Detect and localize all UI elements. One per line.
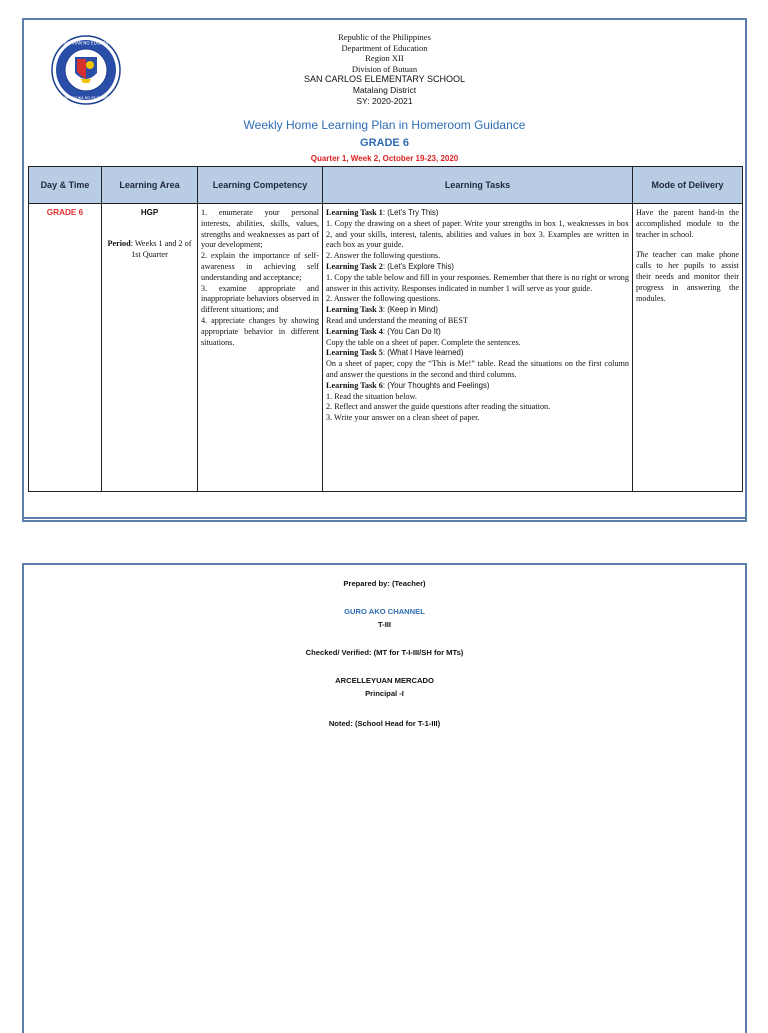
task-4-subtitle: : (You Can Do It) [382, 326, 441, 336]
task-1-subtitle: : (Let's Try This) [382, 208, 439, 217]
delivery-cell [633, 204, 743, 492]
day-value: GRADE 6 [46, 208, 84, 217]
competency-item: 3. examine appropriate and inappropriate behaviors observed in different situations; and [201, 283, 319, 315]
task-5-title: Learning Task 5 [326, 348, 383, 358]
table-row [29, 204, 743, 492]
task-line: Read and understand the meaning of BEST [326, 315, 468, 325]
day-cell [29, 204, 102, 492]
task-6-subtitle: : (Your Thoughts and Feelings) [382, 380, 490, 390]
checked-verified-label: Checked/ Verified: (MT for T-I-III/SH for MTs) [305, 648, 464, 657]
task-line: Copy the table on a sheet of paper. Complete the sentences. [326, 337, 521, 347]
task-1-heading [326, 208, 629, 219]
period-text [105, 239, 194, 261]
svg-text:KAGAWARAN NG EDUKASYON: KAGAWARAN NG EDUKASYON [55, 40, 117, 46]
task-3-heading [326, 305, 629, 316]
tasks-cell [323, 204, 633, 492]
task-2-title: Learning Task 2 [326, 261, 383, 271]
lesson-plan-page [22, 18, 747, 522]
republic-line: Republic of the Philippines [338, 32, 431, 42]
header-learning-competency: Learning Competency [198, 167, 323, 204]
task-3-title: Learning Task 3 [326, 305, 383, 315]
task-6-title: Learning Task 6 [326, 380, 383, 390]
table-header-row [29, 167, 743, 204]
header-mode-of-delivery: Mode of Delivery [633, 167, 743, 204]
task-line: 2. Answer the following questions. [326, 294, 441, 304]
division-line: Division of Butuan [351, 63, 418, 74]
task-line: 1. Copy the table below and fill in your responses. Remember that there is no right or wrong answer in this activity. Responses indicated in number 1 will serve as your guide. [326, 272, 629, 293]
task-4-title: Learning Task 4 [326, 326, 383, 336]
period-label: Period [107, 238, 131, 248]
area-cell [102, 204, 198, 492]
principal-name: ARCELLEYUAN MERCADO [335, 676, 434, 685]
school-year: SY: 2020-2021 [356, 95, 413, 106]
header-day-time: Day & Time [29, 167, 102, 204]
prepared-by-label: Prepared by: (Teacher) [343, 579, 426, 588]
task-1-title: Learning Task 1 [326, 208, 383, 217]
signature-page [22, 563, 747, 1033]
task-line: 1. Copy the drawing on a sheet of paper. Write your strengths in box 1, weaknesses in box 2, and your skills, interest, talents, abilities and values in box 3. Examples are written in each box as your guide. [326, 218, 629, 250]
delivery-paragraph: Have the parent hand-in the accomplished module to the teacher in school. [636, 208, 739, 239]
delivery-paragraph-2 [636, 250, 739, 304]
task-4-heading [326, 327, 629, 338]
task-2-subtitle: : (Let's Explore This) [382, 261, 454, 271]
district-line: Matalang District [352, 84, 417, 95]
task-line: 1. Read the situation below. [326, 391, 417, 401]
department-line: Department of Education [341, 42, 428, 53]
header-learning-tasks: Learning Tasks [323, 167, 633, 204]
plan-title: Weekly Home Learning Plan in Homeroom Guidance [243, 118, 526, 132]
header-learning-area: Learning Area [102, 167, 198, 204]
page-bottom-rule [24, 517, 745, 519]
learning-area-value: HGP [140, 208, 159, 217]
school-name: SAN CARLOS ELEMENTARY SCHOOL [303, 74, 466, 85]
learning-plan-table [28, 166, 743, 492]
task-line: On a sheet of paper, copy the “This is Me!” table. Read the situations on the first column and answer the questions in the second and third columns. [326, 359, 629, 379]
task-5-subtitle: : (What I Have learned) [382, 348, 464, 358]
delivery-emphasis: The [636, 250, 649, 260]
principal-position: Principal -I [365, 689, 404, 698]
svg-text:REPUBLIKA NG PILIPINAS: REPUBLIKA NG PILIPINAS [63, 96, 109, 100]
noted-label: Noted: (School Head for T-1-III) [328, 719, 441, 728]
quarter-line: Quarter 1, Week 2, October 19-23, 2020 [310, 154, 459, 163]
task-line: 3. Write your answer on a clean sheet of paper. [326, 413, 480, 423]
teacher-name: GURO AKO CHANNEL [344, 607, 425, 616]
grade-title: GRADE 6 [360, 137, 409, 149]
period-value: : Weeks 1 and 2 of 1st Quarter [130, 238, 192, 259]
competency-cell [198, 204, 323, 492]
task-line: 2. Answer the following questions. [326, 251, 441, 261]
task-line: 2. Reflect and answer the guide questions after reading the situation. [326, 402, 551, 412]
competency-item: 1. enumerate your personal interests, abilities, skills, values, strengths and weaknesses as part of your development; [201, 208, 319, 250]
task-2-heading [326, 262, 629, 273]
task-3-subtitle: : (Keep in Mind) [382, 305, 438, 315]
teacher-position: T-III [377, 620, 392, 629]
delivery-text: teacher can make phone calls to her pupils to assist their needs and monitor their progress in answering the modules. [636, 250, 739, 303]
region-line: Region XII [365, 53, 404, 64]
task-5-heading [326, 348, 629, 359]
competency-item: 2. explain the importance of self-awareness in achieving self understanding and acceptance; [201, 251, 319, 282]
task-6-heading [326, 381, 629, 392]
competency-item: 4. appreciate changes by showing appropriate behavior in different situations. [201, 315, 319, 347]
document-header [24, 20, 745, 168]
header-lines [24, 32, 745, 106]
